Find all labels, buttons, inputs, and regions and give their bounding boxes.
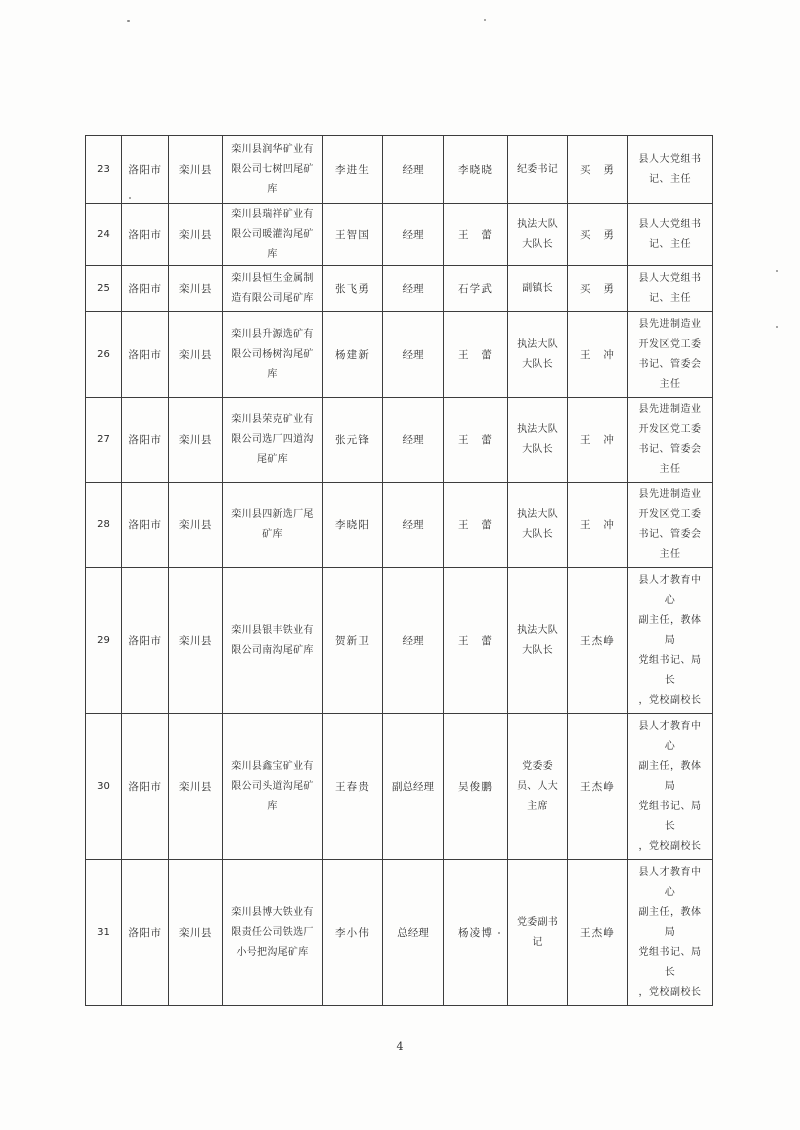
city-cell: 洛阳市 bbox=[122, 714, 169, 860]
tailings-site-cell: 栾川县升源选矿有 限公司杨树沟尾矿 库 bbox=[223, 312, 323, 398]
county-title-cell: 县人才教育中 心 副主任，教体 局 党组书记、局 长 ，党校副校长 bbox=[628, 860, 713, 1006]
enterprise-head-cell: 张飞勇 bbox=[323, 266, 383, 312]
row-number-cell: 24 bbox=[86, 204, 122, 266]
township-title-cell: 执法大队 大队长 bbox=[508, 398, 568, 483]
county-head-cell: 王杰峥 bbox=[568, 714, 628, 860]
tailings-site-cell: 栾川县鑫宝矿业有 限公司头道沟尾矿 库 bbox=[223, 714, 323, 860]
enterprise-head-cell: 李晓阳 bbox=[323, 483, 383, 568]
county-title-cell: 县人才教育中 心 副主任，教体 局 党组书记、局 长 ，党校副校长 bbox=[628, 714, 713, 860]
county-head-cell: 王 冲 bbox=[568, 398, 628, 483]
scan-speck bbox=[776, 270, 778, 272]
table-row bbox=[86, 398, 713, 483]
enterprise-head-cell: 王智国 bbox=[323, 204, 383, 266]
tailings-site-cell: 栾川县润华矿业有 限公司七树凹尾矿 库 bbox=[223, 136, 323, 204]
county-title-cell: 县先进制造业 开发区党工委 书记、管委会 主任 bbox=[628, 483, 713, 568]
county-cell: 栾川县 bbox=[169, 483, 223, 568]
tailings-site-cell: 栾川县恒生金属制 造有限公司尾矿库 bbox=[223, 266, 323, 312]
row-number-cell: 25 bbox=[86, 266, 122, 312]
table-row bbox=[86, 860, 713, 1006]
enterprise-head-cell: 李进生 bbox=[323, 136, 383, 204]
enterprise-title-cell: 经理 bbox=[383, 136, 444, 204]
table-row bbox=[86, 714, 713, 860]
table-row bbox=[86, 266, 713, 312]
page-number: 4 bbox=[396, 1040, 404, 1053]
county-cell: 栾川县 bbox=[169, 398, 223, 483]
tailings-site-cell: 栾川县四新选厂尾 矿库 bbox=[223, 483, 323, 568]
row-number-cell: 26 bbox=[86, 312, 122, 398]
row-number-cell: 28 bbox=[86, 483, 122, 568]
city-cell: 洛阳市 bbox=[122, 312, 169, 398]
city-cell: 洛阳市 bbox=[122, 568, 169, 714]
township-head-cell: 王 蕾 bbox=[444, 483, 508, 568]
county-head-cell: 王杰峥 bbox=[568, 860, 628, 1006]
city-cell: 洛阳市 bbox=[122, 860, 169, 1006]
city-cell: 洛阳市 bbox=[122, 204, 169, 266]
row-number-cell: 23 bbox=[86, 136, 122, 204]
county-cell: 栾川县 bbox=[169, 266, 223, 312]
scan-speck bbox=[484, 19, 486, 21]
city-cell: 洛阳市 bbox=[122, 398, 169, 483]
enterprise-head-cell: 张元锋 bbox=[323, 398, 383, 483]
county-title-cell: 县先进制造业 开发区党工委 书记、管委会 主任 bbox=[628, 312, 713, 398]
township-head-cell: 王 蕾 bbox=[444, 568, 508, 714]
county-head-cell: 王 冲 bbox=[568, 483, 628, 568]
county-head-cell: 王 冲 bbox=[568, 312, 628, 398]
enterprise-title-cell: 总经理 bbox=[383, 860, 444, 1006]
table-row bbox=[86, 568, 713, 714]
scan-speck bbox=[127, 20, 130, 22]
row-number-cell: 29 bbox=[86, 568, 122, 714]
city-cell: 洛阳市 bbox=[122, 483, 169, 568]
county-cell: 栾川县 bbox=[169, 860, 223, 1006]
table-body bbox=[86, 136, 713, 1006]
county-title-cell: 县人大党组书 记、主任 bbox=[628, 136, 713, 204]
township-title-cell: 执法大队 大队长 bbox=[508, 483, 568, 568]
enterprise-title-cell: 经理 bbox=[383, 398, 444, 483]
county-head-cell: 买 勇 bbox=[568, 204, 628, 266]
table-row bbox=[86, 136, 713, 204]
township-title-cell: 执法大队 大队长 bbox=[508, 204, 568, 266]
scan-speck bbox=[776, 326, 778, 328]
county-title-cell: 县先进制造业 开发区党工委 书记、管委会 主任 bbox=[628, 398, 713, 483]
county-cell: 栾川县 bbox=[169, 204, 223, 266]
township-title-cell: 党委委 员、人大 主席 bbox=[508, 714, 568, 860]
table-row bbox=[86, 312, 713, 398]
enterprise-head-cell: 李小伟 bbox=[323, 860, 383, 1006]
county-cell: 栾川县 bbox=[169, 312, 223, 398]
township-head-cell: 李晓晓 bbox=[444, 136, 508, 204]
enterprise-title-cell: 经理 bbox=[383, 204, 444, 266]
enterprise-title-cell: 经理 bbox=[383, 483, 444, 568]
township-title-cell: 纪委书记 bbox=[508, 136, 568, 204]
township-title-cell: 党委副书 记 bbox=[508, 860, 568, 1006]
table-row bbox=[86, 204, 713, 266]
tailings-site-cell: 栾川县银丰铁业有 限公司南沟尾矿库 bbox=[223, 568, 323, 714]
enterprise-head-cell: 杨建新 bbox=[323, 312, 383, 398]
county-cell: 栾川县 bbox=[169, 714, 223, 860]
tailings-site-cell: 栾川县博大铁业有 限责任公司铁选厂 小号把沟尾矿库 bbox=[223, 860, 323, 1006]
county-head-cell: 王杰峥 bbox=[568, 568, 628, 714]
enterprise-title-cell: 经理 bbox=[383, 312, 444, 398]
county-cell: 栾川县 bbox=[169, 136, 223, 204]
row-number-cell: 30 bbox=[86, 714, 122, 860]
enterprise-head-cell: 王春贵 bbox=[323, 714, 383, 860]
city-cell: 洛阳市 bbox=[122, 136, 169, 204]
table-row bbox=[86, 483, 713, 568]
township-head-cell: 王 蕾 bbox=[444, 204, 508, 266]
county-title-cell: 县人大党组书 记、主任 bbox=[628, 266, 713, 312]
county-cell: 栾川县 bbox=[169, 568, 223, 714]
city-cell: 洛阳市 bbox=[122, 266, 169, 312]
row-number-cell: 31 bbox=[86, 860, 122, 1006]
township-head-cell: 王 蕾 bbox=[444, 398, 508, 483]
county-head-cell: 买 勇 bbox=[568, 266, 628, 312]
enterprise-title-cell: 副总经理 bbox=[383, 714, 444, 860]
township-head-cell: 石学武 bbox=[444, 266, 508, 312]
township-title-cell: 执法大队 大队长 bbox=[508, 312, 568, 398]
township-head-cell: 王 蕾 bbox=[444, 312, 508, 398]
enterprise-title-cell: 经理 bbox=[383, 568, 444, 714]
enterprise-head-cell: 贺新卫 bbox=[323, 568, 383, 714]
county-head-cell: 买 勇 bbox=[568, 136, 628, 204]
county-title-cell: 县人大党组书 记、主任 bbox=[628, 204, 713, 266]
township-title-cell: 执法大队 大队长 bbox=[508, 568, 568, 714]
county-title-cell: 县人才教育中 心 副主任，教体 局 党组书记、局 长 ，党校副校长 bbox=[628, 568, 713, 714]
row-number-cell: 27 bbox=[86, 398, 122, 483]
tailings-site-cell: 栾川县瑞祥矿业有 限公司暖灌沟尾矿 库 bbox=[223, 204, 323, 266]
enterprise-title-cell: 经理 bbox=[383, 266, 444, 312]
township-head-cell: 吴俊鹏 bbox=[444, 714, 508, 860]
township-title-cell: 副镇长 bbox=[508, 266, 568, 312]
township-head-cell: 杨凌博 bbox=[444, 860, 508, 1006]
tailings-responsibility-table bbox=[85, 135, 713, 1006]
tailings-site-cell: 栾川县荣克矿业有 限公司选厂四道沟 尾矿库 bbox=[223, 398, 323, 483]
